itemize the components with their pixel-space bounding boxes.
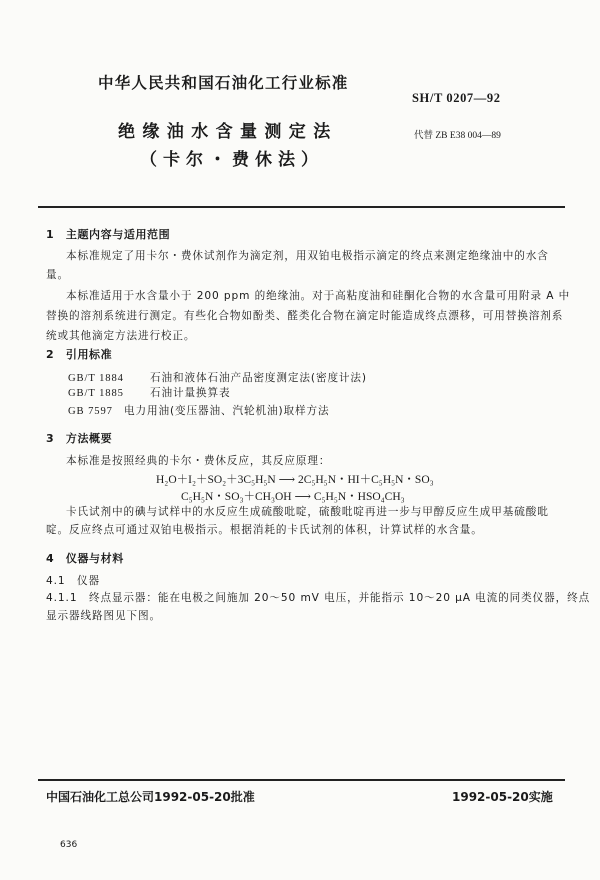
reference-item xyxy=(68,372,367,385)
subsection-heading: 4.1 仪器 xyxy=(46,575,101,587)
reference-title: 电力用油(变压器油、汽轮机油)取样方法 xyxy=(124,405,330,417)
paragraph-line: 本标准适用于水含量小于 200 ppm 的绝缘油。对于高粘度油和硅酮化合物的水含量可用附录 A 中 xyxy=(66,290,571,302)
reference-title: 石油计量换算表 xyxy=(150,387,231,399)
paragraph-line: 替换的溶剂系统进行测定。有些化合物如酚类、醛类化合物在滴定时能造成终点漂移，可用替换溶剂系 xyxy=(46,310,564,322)
paragraph-line: 本标准是按照经典的卡尔・费休反应，其反应原理： xyxy=(66,455,331,467)
reference-code: GB 7597 xyxy=(68,406,113,417)
replaces-note: 代替 ZB E38 004—89 xyxy=(414,131,501,141)
paragraph-line: 本标准规定了用卡尔・费休试剂作为滴定剂，用双铂电极指示滴定的终点来测定绝缘油中的水含 xyxy=(66,250,549,262)
approval-note: 中国石油化工总公司1992-05-20批准 xyxy=(46,790,255,804)
section-1-heading: 1 主题内容与适用范围 xyxy=(46,228,171,241)
footer-divider xyxy=(38,779,565,781)
reaction-equation-2: C₅H₅N・SO₃＋CH₃OH ⟶ C₅H₅N・HSO₄CH₃ xyxy=(181,491,405,503)
paragraph-line: 4.1.1 终点显示器：能在电极之间施加 20～50 mV 电压，并能指示 10～20 μA 电流的同类仪器，终点 xyxy=(46,592,591,604)
reference-code: GB/T 1885 xyxy=(68,388,124,399)
paragraph-line: 统或其他滴定方法进行校正。 xyxy=(46,330,196,342)
section-4-heading: 4 仪器与材料 xyxy=(46,552,124,565)
document-subtitle: （卡尔・费休法） xyxy=(140,150,324,170)
section-3-heading: 3 方法概要 xyxy=(46,432,113,445)
reference-title: 石油和液体石油产品密度测定法(密度计法) xyxy=(150,372,367,384)
implementation-note: 1992-05-20实施 xyxy=(452,790,553,804)
document-title: 绝缘油水含量测定法 xyxy=(118,122,338,142)
page-number: 636 xyxy=(60,840,78,850)
reference-item xyxy=(68,405,329,418)
standard-code: SH/T 0207—92 xyxy=(412,91,501,105)
section-2-heading: 2 引用标准 xyxy=(46,348,113,361)
reaction-equation-1: H₂O＋I₂＋SO₂＋3C₅H₅N ⟶ 2C₅H₅N・HI＋C₅H₅N・SO₃ xyxy=(156,474,434,486)
header-divider xyxy=(38,206,565,208)
reference-code: GB/T 1884 xyxy=(68,373,124,384)
issuing-org: 中华人民共和国石油化工行业标准 xyxy=(98,74,349,92)
paragraph-line: 显示器线路图见下图。 xyxy=(46,610,161,622)
paragraph-line: 量。 xyxy=(46,269,69,281)
paragraph-line: 卡氏试剂中的碘与试样中的水反应生成硫酸吡啶，硫酸吡啶再进一步与甲醇反应生成甲基硫酸吡 xyxy=(66,506,549,518)
reference-item xyxy=(68,387,230,400)
paragraph-line: 啶。反应终点可通过双铂电极指示。根据消耗的卡氏试剂的体积，计算试样的水含量。 xyxy=(46,524,483,536)
